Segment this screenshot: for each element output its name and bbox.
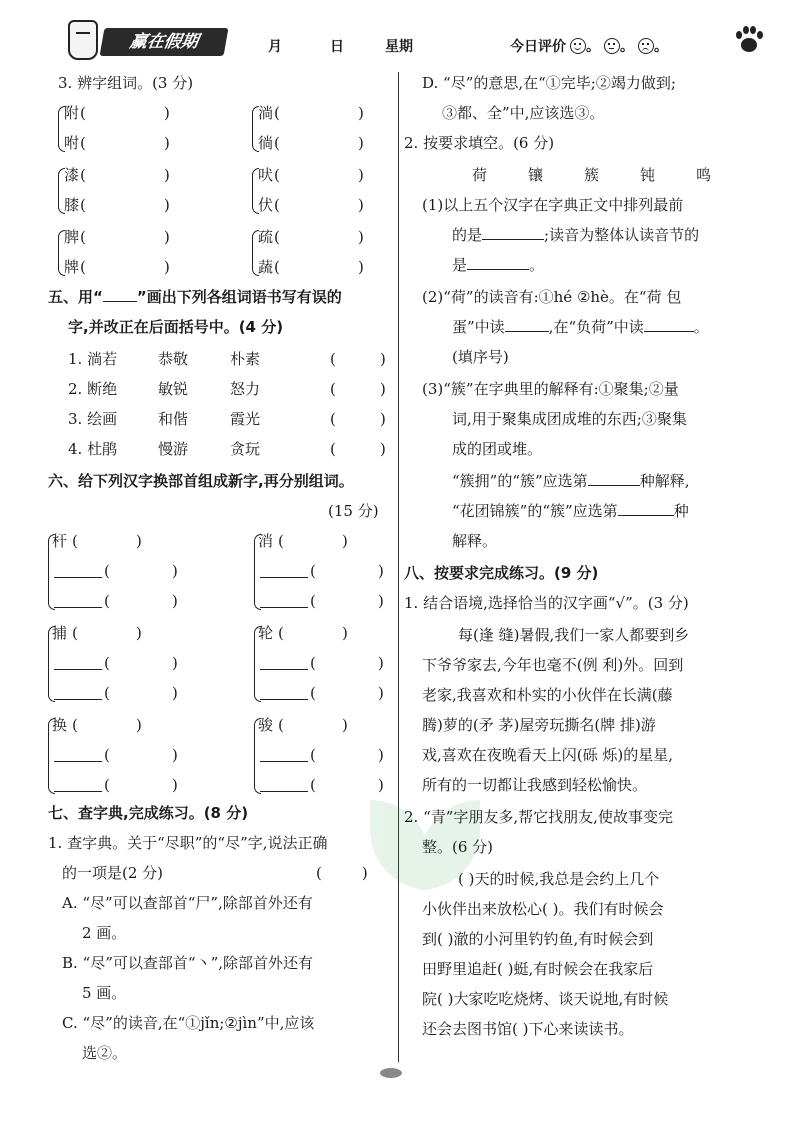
dot: 。 xyxy=(654,39,668,55)
pair-char: 咐 xyxy=(64,134,80,152)
q2-2-line1: (2)“荷”的读音有:①hé ②hè。在“荷 包 xyxy=(422,288,682,306)
paren-open[interactable]: ( xyxy=(310,562,316,580)
brand-logo xyxy=(68,16,238,62)
paren-close[interactable]: ) xyxy=(380,440,386,458)
paren-close[interactable]: ) xyxy=(172,776,178,794)
q2-1-line3: 是 。 xyxy=(452,256,545,274)
sad-face-icon[interactable] xyxy=(638,38,654,54)
new-char-blank[interactable] xyxy=(260,592,308,608)
answer-blank[interactable] xyxy=(467,269,529,270)
pair-char: 伏 xyxy=(258,196,274,214)
pair-char: 疏 xyxy=(258,228,274,246)
paren-close[interactable]: ) xyxy=(358,166,364,184)
s5-word[interactable]: 朴素 xyxy=(230,350,261,368)
new-char-blank[interactable] xyxy=(260,746,308,762)
paren-open[interactable]: ( xyxy=(310,654,316,672)
dot: 。 xyxy=(620,39,634,55)
paren-close[interactable]: ) xyxy=(342,624,348,642)
daily-evaluation xyxy=(510,36,668,56)
s5-word[interactable]: 敏锐 xyxy=(158,380,189,398)
column-divider xyxy=(398,72,399,1062)
paren-open[interactable]: ( xyxy=(310,684,316,702)
paren-open[interactable]: ( xyxy=(274,166,280,184)
answer-blank[interactable] xyxy=(505,331,549,332)
paren-open[interactable]: ( xyxy=(274,196,280,214)
new-char-blank[interactable] xyxy=(260,562,308,578)
paren-close[interactable]: ) xyxy=(378,776,384,794)
paren-close[interactable]: ) xyxy=(378,562,384,580)
section6-title: 六、给下列汉字换部首组成新字,再分别组词。 xyxy=(48,472,354,490)
paren-open[interactable]: ( xyxy=(104,746,110,764)
s8-passage-line6: 所有的一切都让我感到轻松愉快。 xyxy=(422,776,648,794)
paren-close[interactable]: ) xyxy=(172,684,178,702)
q2-3-line2: 词,用于聚集成团成堆的东西;③聚集 xyxy=(452,410,687,428)
new-char-blank[interactable] xyxy=(54,776,102,792)
option-c-line1: C. “尽”的读音,在“①jǐn;②jìn”中,应该 xyxy=(62,1014,315,1032)
pair-char: 附 xyxy=(64,104,80,122)
q2-3-line6: 解释。 xyxy=(452,532,498,550)
s5-word[interactable]: 恭敬 xyxy=(158,350,189,368)
dictionary-char: 鸣 xyxy=(696,166,712,184)
source-char: 轮 xyxy=(258,624,274,642)
answer-blank[interactable] xyxy=(588,485,640,486)
paren-close[interactable]: ) xyxy=(358,134,364,152)
q3-title: 3. 辨字组词。(3 分) xyxy=(58,74,194,92)
s8-q2-title-line2: 整。(6 分) xyxy=(422,838,494,856)
q2-2-line3: (填序号) xyxy=(452,348,509,366)
s5-word[interactable]: 3. 绘画 xyxy=(68,410,118,428)
option-d-line1: D. “尽”的意思,在“①完毕;②竭力做到; xyxy=(422,74,676,92)
pair-char: 漆 xyxy=(64,166,80,184)
dot: 。 xyxy=(586,39,600,55)
paren-close[interactable]: ) xyxy=(164,134,170,152)
paren-open[interactable]: ( xyxy=(278,532,284,550)
underline-sample xyxy=(103,288,137,302)
new-char-blank[interactable] xyxy=(260,684,308,700)
paren-open[interactable]: ( xyxy=(104,684,110,702)
pair-char: 膝 xyxy=(64,196,80,214)
paren-close[interactable]: ) xyxy=(380,350,386,368)
paren-close[interactable]: ) xyxy=(358,258,364,276)
paren-close[interactable]: ) xyxy=(378,684,384,702)
s5-word[interactable]: 慢游 xyxy=(158,440,189,458)
q2-1-line1: (1)以上五个汉字在字典正文中排列最前 xyxy=(422,196,684,214)
paren-open[interactable]: ( xyxy=(72,624,78,642)
option-a-line2: 2 画。 xyxy=(82,924,127,942)
paren-open[interactable]: ( xyxy=(104,776,110,794)
new-char-blank[interactable] xyxy=(54,746,102,762)
brand-title: 赢在假期 xyxy=(100,28,229,56)
s8-q1-title: 1. 结合语境,选择恰当的汉字画“√”。(3 分) xyxy=(404,594,689,612)
paren-close[interactable]: ) xyxy=(136,624,142,642)
dictionary-char: 簇 xyxy=(584,166,600,184)
answer-blank[interactable] xyxy=(482,239,544,240)
paren-close[interactable]: ) xyxy=(164,104,170,122)
section5-title-line2: 字,并改正在后面括号中。(4 分) xyxy=(68,318,284,336)
section6-score: (15 分) xyxy=(328,502,379,520)
section8-title: 八、按要求完成练习。(9 分) xyxy=(404,564,599,582)
page-number-ornament xyxy=(380,1068,402,1078)
s8-passage-line5[interactable]: 戏,喜欢在夜晚看天上闪(砾 烁)的星星, xyxy=(422,746,674,764)
option-c-line2: 选②。 xyxy=(82,1044,128,1062)
paren-close[interactable]: ) xyxy=(172,592,178,610)
new-char-blank[interactable] xyxy=(260,654,308,670)
s5-word[interactable]: 霞光 xyxy=(230,410,261,428)
paren-close[interactable]: ) xyxy=(342,716,348,734)
s8-story-line6[interactable]: 还会去图书馆( )下心来读读书。 xyxy=(422,1020,634,1038)
paren-open[interactable]: ( xyxy=(330,350,336,368)
s5-word[interactable]: 1. 淌若 xyxy=(68,350,118,368)
paren-close[interactable]: ) xyxy=(164,166,170,184)
q2-3-line4: “簇拥”的“簇”应选第 种解释, xyxy=(452,472,690,490)
s8-passage-line3[interactable]: 老家,我喜欢和朴实的小伙伴在长满(藤 xyxy=(422,686,673,704)
paren-close[interactable]: ) xyxy=(172,746,178,764)
answer-blank[interactable] xyxy=(644,331,694,332)
paren-open[interactable]: ( xyxy=(80,258,86,276)
paren-close[interactable]: ) xyxy=(136,716,142,734)
paren-open[interactable]: ( xyxy=(80,104,86,122)
q2-3-line1: (3)“簇”在字典里的解释有:①聚集;②量 xyxy=(422,380,679,398)
paren-open[interactable]: ( xyxy=(274,134,280,152)
paren-close[interactable]: ) xyxy=(378,746,384,764)
paren-open[interactable]: ( xyxy=(310,592,316,610)
paren-open[interactable]: ( xyxy=(72,532,78,550)
happy-face-icon[interactable] xyxy=(570,38,586,54)
pair-char: 吠 xyxy=(258,166,274,184)
option-a-line1: A. “尽”可以查部首“尸”,除部首外还有 xyxy=(62,894,313,912)
s5-word[interactable]: 2. 断绝 xyxy=(68,380,118,398)
pair-char: 蔬 xyxy=(258,258,274,276)
paren-open[interactable]: ( xyxy=(310,776,316,794)
pair-char: 淌 xyxy=(258,104,274,122)
s8-story-line2[interactable]: 小伙伴出来放松心( )。我们有时候会 xyxy=(422,900,664,918)
paren-open[interactable]: ( xyxy=(274,228,280,246)
dictionary-char: 钝 xyxy=(640,166,656,184)
paren-open[interactable]: ( xyxy=(104,592,110,610)
paren-close[interactable]: ) xyxy=(378,592,384,610)
source-char: 骏 xyxy=(258,716,274,734)
s8-passage-line2[interactable]: 下爷爷家去,今年也毫不(例 利)外。回到 xyxy=(422,656,684,674)
source-char: 杆 xyxy=(52,532,68,550)
paren-open[interactable]: ( xyxy=(104,654,110,672)
paw-print-icon xyxy=(734,26,764,56)
source-char: 消 xyxy=(258,532,274,550)
paren-close[interactable]: ) xyxy=(172,562,178,580)
paren-open[interactable]: ( xyxy=(330,410,336,428)
option-b-line1: B. “尽”可以查部首“丶”,除部首外还有 xyxy=(62,954,314,972)
paren-close[interactable]: ) xyxy=(164,258,170,276)
paren-open[interactable]: ( xyxy=(330,440,336,458)
paren-close[interactable]: ) xyxy=(378,654,384,672)
new-char-blank[interactable] xyxy=(54,562,102,578)
s7-q1-line2: 的一项是(2 分) xyxy=(62,864,164,882)
s5-word[interactable]: 4. 杜鹃 xyxy=(68,440,118,458)
s7-q1-line1: 1. 查字典。关于“尽职”的“尽”字,说法正确 xyxy=(48,834,328,852)
paren-open[interactable]: ( xyxy=(274,258,280,276)
q2-1-line2: 的是 ;读音为整体认读音节的 xyxy=(452,226,700,244)
neutral-face-icon[interactable] xyxy=(604,38,620,54)
dictionary-char: 荷 xyxy=(472,166,488,184)
paren-close[interactable]: ) xyxy=(164,196,170,214)
pair-char: 脾 xyxy=(64,228,80,246)
new-char-blank[interactable] xyxy=(54,684,102,700)
pencil-mascot-icon xyxy=(68,20,98,60)
paren-close[interactable]: ) xyxy=(164,228,170,246)
s8-q2-title: 2. “青”字朋友多,帮它找朋友,使故事变完 xyxy=(404,808,673,826)
option-d-line2: ③都、全”中,应该选③。 xyxy=(442,104,605,122)
paren-open[interactable]: ( xyxy=(278,716,284,734)
paren-close[interactable]: ) xyxy=(358,104,364,122)
s8-passage-line4[interactable]: 腾)萝的(矛 茅)屋旁玩撕名(牌 排)游 xyxy=(422,716,656,734)
s5-word[interactable]: 和偕 xyxy=(158,410,189,428)
paren-open[interactable]: ( xyxy=(80,166,86,184)
s8-story-line1[interactable]: ( )天的时候,我总是会约上几个 xyxy=(458,870,660,888)
q2-2-line2: 蛋”中读 ,在“负荷”中读 。 xyxy=(452,318,709,336)
paren-close[interactable]: ) xyxy=(172,654,178,672)
new-char-blank[interactable] xyxy=(54,592,102,608)
q2-3-line5: “花团锦簇”的“簇”应选第 种 xyxy=(452,502,689,520)
pair-char: 牌 xyxy=(64,258,80,276)
paren-open[interactable]: ( xyxy=(274,104,280,122)
s5-word[interactable]: 怒力 xyxy=(230,380,261,398)
paren-close[interactable]: ) xyxy=(380,380,386,398)
paren-open[interactable]: ( xyxy=(80,228,86,246)
s8-story-line5[interactable]: 院( )大家吃吃烧烤、谈天说地,有时候 xyxy=(422,990,669,1008)
new-char-blank[interactable] xyxy=(54,654,102,670)
answer-paren[interactable]: ( ) xyxy=(316,864,368,882)
paren-close[interactable]: ) xyxy=(380,410,386,428)
new-char-blank[interactable] xyxy=(260,776,308,792)
s8-story-line4[interactable]: 田野里追赶( )蜓,有时候会在我家后 xyxy=(422,960,654,978)
section5-title: 五、用“ ”画出下列各组词语书写有误的 xyxy=(48,288,342,306)
s8-passage-line1[interactable]: 每(逢 缝)暑假,我们一家人都要到乡 xyxy=(458,626,690,644)
paren-close[interactable]: ) xyxy=(358,196,364,214)
q2-3-line3: 成的团或堆。 xyxy=(452,440,543,458)
paren-open[interactable]: ( xyxy=(80,134,86,152)
source-char: 换 xyxy=(52,716,68,734)
weekday-field: 星期 xyxy=(385,39,413,55)
paren-open[interactable]: ( xyxy=(330,380,336,398)
month-field: 月 xyxy=(268,39,282,55)
paren-open[interactable]: ( xyxy=(104,562,110,580)
s5-word[interactable]: 贪玩 xyxy=(230,440,261,458)
paren-open[interactable]: ( xyxy=(310,746,316,764)
paren-close[interactable]: ) xyxy=(358,228,364,246)
dictionary-char: 镶 xyxy=(528,166,544,184)
day-field: 日 xyxy=(330,39,344,55)
paren-open[interactable]: ( xyxy=(80,196,86,214)
pair-char: 徜 xyxy=(258,134,274,152)
s8-story-line3[interactable]: 到( )澈的小河里钓钓鱼,有时候会到 xyxy=(422,930,654,948)
option-b-line2: 5 画。 xyxy=(82,984,127,1002)
source-char: 捕 xyxy=(52,624,68,642)
paren-open[interactable]: ( xyxy=(72,716,78,734)
page-header xyxy=(40,14,760,66)
q2-title: 2. 按要求填空。(6 分) xyxy=(404,134,555,152)
paren-close[interactable]: ) xyxy=(136,532,142,550)
section7-title: 七、查字典,完成练习。(8 分) xyxy=(48,804,249,822)
answer-blank[interactable] xyxy=(618,515,674,516)
paren-open[interactable]: ( xyxy=(278,624,284,642)
eval-label: 今日评价 xyxy=(510,39,566,55)
paren-close[interactable]: ) xyxy=(342,532,348,550)
